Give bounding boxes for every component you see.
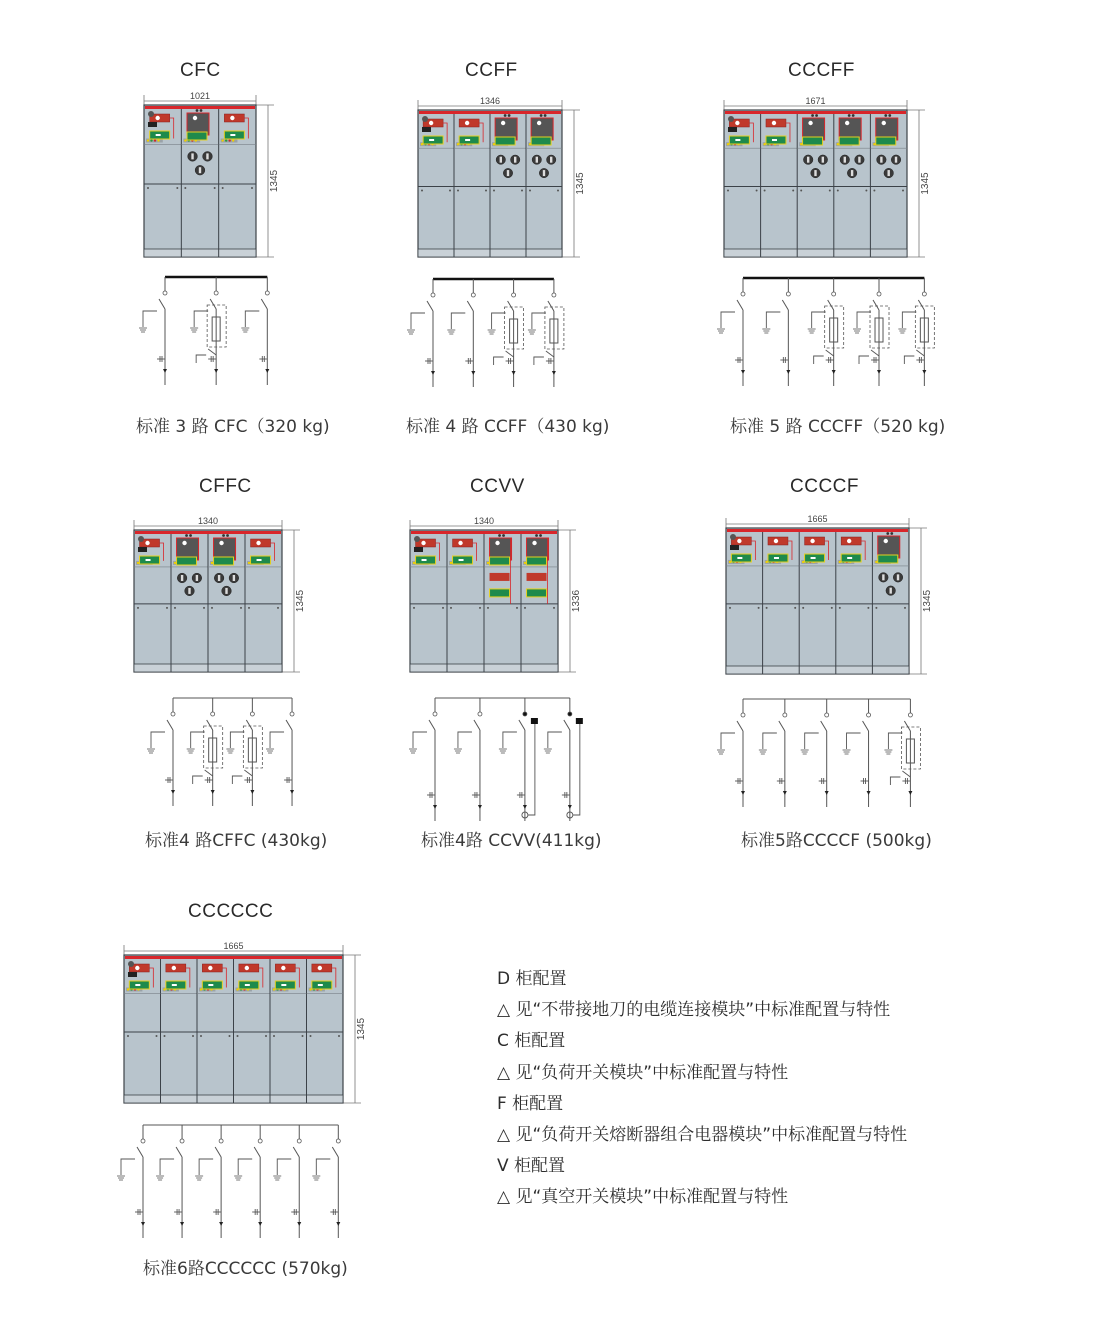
- unit-title: CCCFF: [788, 60, 855, 81]
- width-dimension: 1665: [807, 514, 828, 524]
- width-dimension: 1671: [805, 96, 826, 106]
- unit-caption: 标准 4 路 CCFF（430 kg): [406, 417, 610, 437]
- unit-caption: 标准5路CCCCF (500kg): [741, 831, 932, 851]
- unit-caption: 标准 5 路 CCCFF（520 kg): [730, 417, 946, 437]
- single-line-diagram: [410, 696, 585, 831]
- width-dimension: 1340: [197, 516, 219, 526]
- cabinet-front-view: [130, 516, 318, 688]
- height-dimension: 1345: [356, 1017, 367, 1041]
- legend-v-note: △ 见“真空开关模块”中标准配置与特性: [497, 1187, 789, 1208]
- single-line-diagram: [408, 277, 568, 397]
- legend-f-note: △ 见“负荷开关熔断器组合电器模块”中标准配置与特性: [497, 1124, 908, 1145]
- unit-caption: 标准4 路CFFC (430kg): [145, 831, 328, 851]
- single-line-diagram: [140, 275, 280, 395]
- cabinet-front-view: [720, 96, 943, 273]
- unit-caption: 标准4路 CCVV(411kg): [421, 831, 602, 851]
- legend-v-title: V 柜配置: [497, 1156, 566, 1177]
- unit-title: CCFF: [465, 60, 518, 81]
- width-dimension: 1021: [189, 91, 211, 101]
- legend-c-title: C 柜配置: [497, 1031, 566, 1052]
- legend-f-title: F 柜配置: [497, 1093, 564, 1114]
- legend-d-title: D 柜配置: [497, 969, 567, 989]
- unit-title: CCCCF: [790, 476, 859, 497]
- height-dimension: 1345: [920, 172, 931, 195]
- cabinet-config-legend: [497, 964, 907, 1214]
- single-line-diagram: [718, 276, 943, 396]
- legend-c-note: △ 见“负荷开关模块”中标准配置与特性: [497, 1062, 789, 1083]
- cabinet-front-view: [406, 516, 594, 688]
- cabinet-front-view: [414, 96, 598, 273]
- unit-title: CCVV: [470, 476, 525, 497]
- width-dimension: 1346: [479, 96, 501, 106]
- unit-title: CCCCCC: [188, 901, 274, 922]
- height-dimension: 1345: [269, 169, 280, 193]
- width-dimension: 1665: [223, 941, 244, 951]
- legend-d-note: △ 见“不带接地刀的电缆连接模块”中标准配置与特性: [497, 1000, 891, 1021]
- height-dimension: 1336: [571, 589, 582, 613]
- unit-caption: 标准 3 路 CFC（320 kg): [136, 417, 330, 437]
- height-dimension: 1345: [575, 172, 586, 195]
- single-line-diagram: [118, 1123, 358, 1248]
- cabinet-front-view: [120, 941, 379, 1119]
- single-line-diagram: [718, 697, 928, 817]
- height-dimension: 1345: [922, 589, 933, 613]
- unit-title: CFC: [180, 60, 221, 81]
- cabinet-front-view: [722, 514, 945, 690]
- height-dimension: 1345: [295, 589, 306, 613]
- cabinet-front-view: [140, 91, 292, 273]
- width-dimension: 1340: [473, 516, 495, 526]
- unit-title: CFFC: [199, 476, 252, 497]
- unit-caption: 标准6路CCCCCC (570kg): [143, 1259, 348, 1279]
- single-line-diagram: [148, 696, 306, 816]
